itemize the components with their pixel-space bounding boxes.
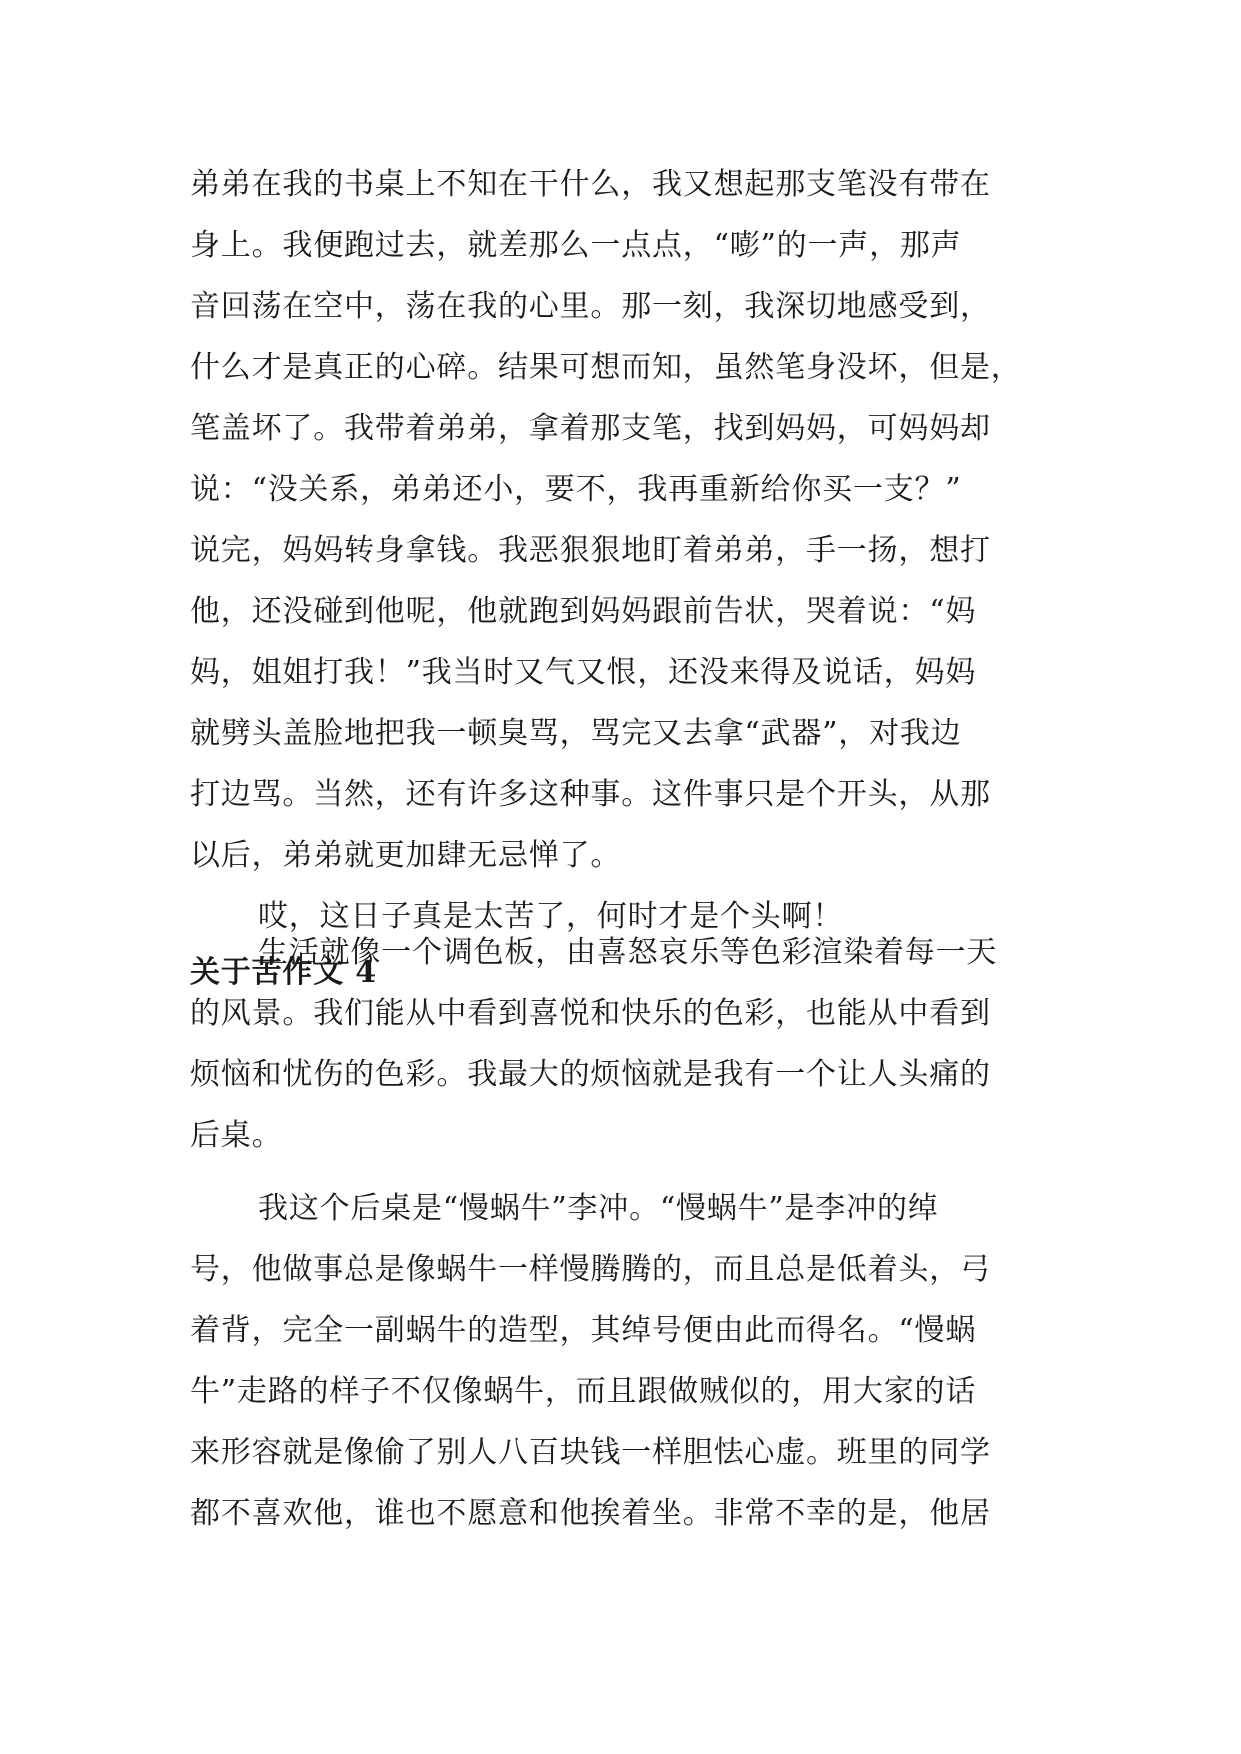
text-line: 就劈头盖脸地把我一顿臭骂，骂完又去拿“武器”，对我边 — [190, 716, 962, 751]
paragraph-1 — [190, 922, 1058, 1166]
text-line: 的风景。我们能从中看到喜悦和快乐的色彩，也能从中看到 — [190, 996, 991, 1031]
text-section-2 — [190, 922, 1058, 1544]
paragraph-spacer — [190, 1166, 1058, 1178]
text-line: 生活就像一个调色板，由喜怒哀乐等色彩渲染着每一天 — [258, 935, 998, 970]
text-line: 我这个后桌是“慢蜗牛”李冲。“慢蜗牛”是李冲的绰 — [258, 1191, 939, 1226]
section-heading: 关于苦作文 4 — [190, 955, 377, 990]
text-line: 哎，这日子真是太苦了，何时才是个头啊！ — [258, 899, 844, 934]
text-line: 笔盖坏了。我带着弟弟，拿着那支笔，找到妈妈，可妈妈却 — [190, 411, 991, 446]
text-section-1 — [190, 154, 1058, 999]
paragraph-2 — [190, 1178, 1058, 1544]
text-line: 妈，姐姐打我！”我当时又气又恨，还没来得及说话，妈妈 — [190, 655, 977, 690]
text-line: 音回荡在空中，荡在我的心里。那一刻，我深切地感受到， — [190, 289, 991, 324]
text-line: 牛”走路的样子不仅像蜗牛，而且跟做贼似的，用大家的话 — [190, 1374, 977, 1409]
text-line: 说完，妈妈转身拿钱。我恶狠狠地盯着弟弟，手一扬，想打 — [190, 533, 991, 568]
text-line: 以后，弟弟就更加肆无忌惮了。 — [190, 838, 622, 873]
paragraph-continued — [190, 154, 1058, 886]
text-line: 身上。我便跑过去，就差那么一点点，“嘭”的一声，那声 — [190, 228, 962, 263]
text-line: 都不喜欢他，谁也不愿意和他挨着坐。非常不幸的是，他居 — [190, 1496, 991, 1531]
text-line: 号，他做事总是像蜗牛一样慢腾腾的，而且总是低着头，弓 — [190, 1252, 991, 1287]
text-line: 说：“没关系，弟弟还小，要不，我再重新给你买一支？” — [190, 472, 962, 507]
text-line: 打边骂。当然，还有许多这种事。这件事只是个开头，从那 — [190, 777, 991, 812]
text-line: 来形容就是像偷了别人八百块钱一样胆怯心虚。班里的同学 — [190, 1435, 991, 1470]
text-line: 他，还没碰到他呢，他就跑到妈妈跟前告状，哭着说：“妈 — [190, 594, 977, 629]
text-line: 后桌。 — [190, 1118, 283, 1153]
text-line: 着背，完全一副蜗牛的造型，其绰号便由此而得名。“慢蜗 — [190, 1313, 977, 1348]
text-line: 什么才是真正的心碎。结果可想而知，虽然笔身没坏，但是， — [190, 350, 1022, 385]
text-line: 弟弟在我的书桌上不知在干什么，我又想起那支笔没有带在 — [190, 167, 991, 202]
text-line: 烦恼和忧伤的色彩。我最大的烦恼就是我有一个让人头痛的 — [190, 1057, 991, 1092]
